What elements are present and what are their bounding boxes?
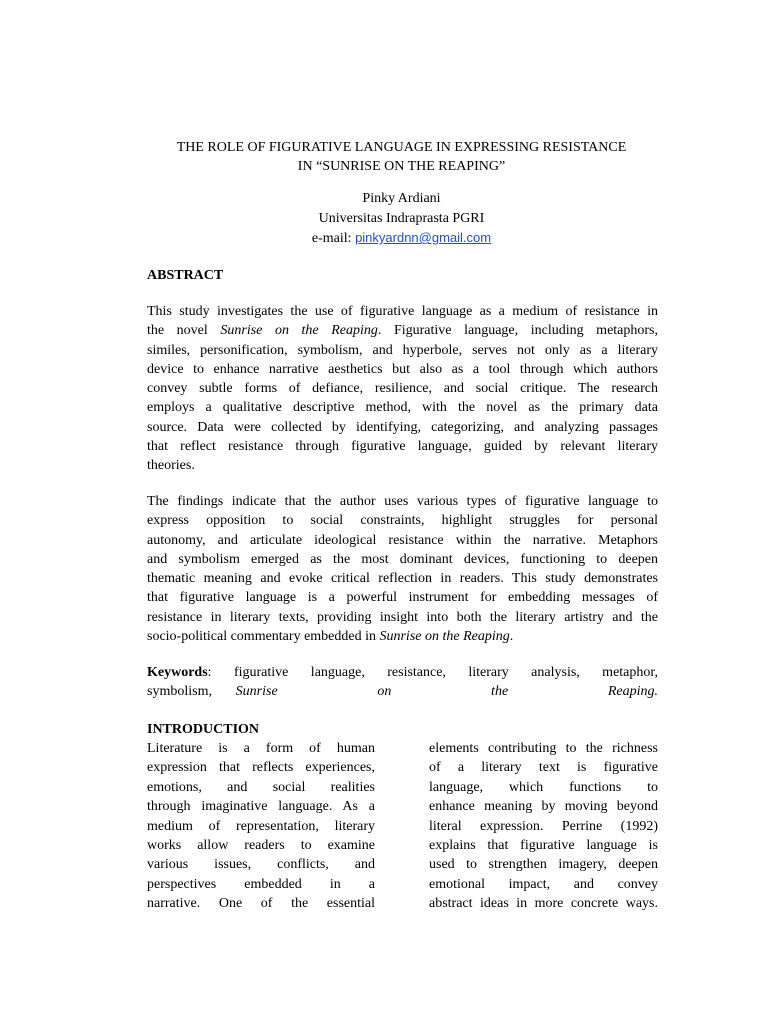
text-line: works allow readers to examine xyxy=(147,837,375,853)
text-line: similes, personification, symbolism, and hyperbole, serves not only as a literary xyxy=(147,342,658,358)
abstract-heading: ABSTRACT xyxy=(147,268,224,283)
introduction-column-left xyxy=(147,739,375,914)
text-line: device to enhance narrative aesthetics but also as a tool through which authors xyxy=(147,361,658,377)
text-line: convey subtle forms of defiance, resilience, and social critique. The research xyxy=(147,381,658,397)
text-line: express opposition to social constraints, highlight struggles for personal xyxy=(147,513,658,529)
text-line xyxy=(147,321,658,340)
text-line: theories. xyxy=(147,458,195,474)
novel-title-italic: Sunrise on the Reaping xyxy=(220,323,378,339)
text-line xyxy=(147,682,658,701)
text-line: autonomy, and articulate ideological resistance within the narrative. Metaphors xyxy=(147,532,658,548)
text-line: explains that figurative language is xyxy=(429,837,658,853)
email-label: e-mail: xyxy=(311,231,356,246)
abstract-paragraph-2 xyxy=(147,492,658,646)
text-line xyxy=(147,663,658,682)
keywords-label: Keywords xyxy=(147,665,208,680)
text-line: language, which functions to xyxy=(429,779,658,795)
text-span: socio-political commentary embedded in xyxy=(147,629,380,645)
text-line: emotional impact, and convey xyxy=(429,876,658,892)
text-span: . Figurative language, including metaphors, xyxy=(377,323,658,339)
author-name: Pinky Ardiani xyxy=(362,191,441,206)
title-line-1: THE ROLE OF FIGURATIVE LANGUAGE IN EXPRESSING RESISTANCE xyxy=(176,140,627,155)
text-line: and symbolism emerged as the most dominant devices, functioning to deepen xyxy=(147,551,658,567)
text-line: elements contributing to the richness xyxy=(429,741,658,756)
author-email-line xyxy=(110,228,693,249)
abstract-paragraph-1 xyxy=(147,302,658,476)
text-line: literal expression. Perrine (1992) xyxy=(429,818,658,834)
novel-title-italic: Sunrise on the Reaping xyxy=(379,629,510,645)
paper-title xyxy=(110,138,693,176)
text-line: emotions, and social realities xyxy=(147,779,375,795)
text-line: that figurative language is a powerful instrument for embedding messages of xyxy=(147,590,658,606)
introduction-column-right xyxy=(429,739,658,914)
text-line: perspectives embedded in a xyxy=(147,876,375,892)
text-line: narrative. One of the essential xyxy=(147,896,375,912)
text-line: medium of representation, literary xyxy=(147,818,375,834)
introduction-heading: INTRODUCTION xyxy=(147,722,260,737)
keywords-block xyxy=(147,663,658,702)
text-line: used to strengthen imagery, deepen xyxy=(429,857,658,873)
text-span: . xyxy=(509,629,514,645)
text-line: resistance in literary texts, providing insight into both the literary artistry and the xyxy=(147,609,658,625)
email-link[interactable]: pinkyardnn@gmail.com xyxy=(355,230,492,245)
text-line: that reflect resistance through figurative language, guided by relevant literary xyxy=(147,439,658,455)
keyword-italic: Sunrise on the Reaping. xyxy=(235,684,659,700)
text-line: The findings indicate that the author uses various types of figurative language to xyxy=(147,494,658,509)
author-block xyxy=(110,189,693,249)
text-line: source. Data were collected by identifying, categorizing, and analyzing passages xyxy=(147,419,658,435)
text-line: Literature is a form of human xyxy=(147,741,375,756)
text-line xyxy=(147,627,658,646)
author-affiliation: Universitas Indraprasta PGRI xyxy=(318,210,485,226)
text-line: various issues, conflicts, and xyxy=(147,857,375,873)
text-line: of a literary text is figurative xyxy=(429,760,658,776)
keywords-text: : figurative language, resistance, literary analysis, metaphor, xyxy=(207,665,658,680)
text-line: enhance meaning by moving beyond xyxy=(429,799,658,815)
text-line: thematic meaning and evoke critical reflection in readers. This study demonstrates xyxy=(147,571,658,587)
title-line-2: IN “SUNRISE ON THE REAPING” xyxy=(297,159,506,174)
text-span: symbolism, xyxy=(147,684,212,700)
text-line: This study investigates the use of figurative language as a medium of resistance in xyxy=(147,304,658,319)
text-line: abstract ideas in more concrete ways. xyxy=(429,896,658,912)
text-line: employs a qualitative descriptive method, with the novel as the primary data xyxy=(147,400,658,416)
text-line: through imaginative language. As a xyxy=(147,799,375,815)
text-line: expression that reflects experiences, xyxy=(147,760,375,776)
text-span: the novel xyxy=(147,323,221,339)
